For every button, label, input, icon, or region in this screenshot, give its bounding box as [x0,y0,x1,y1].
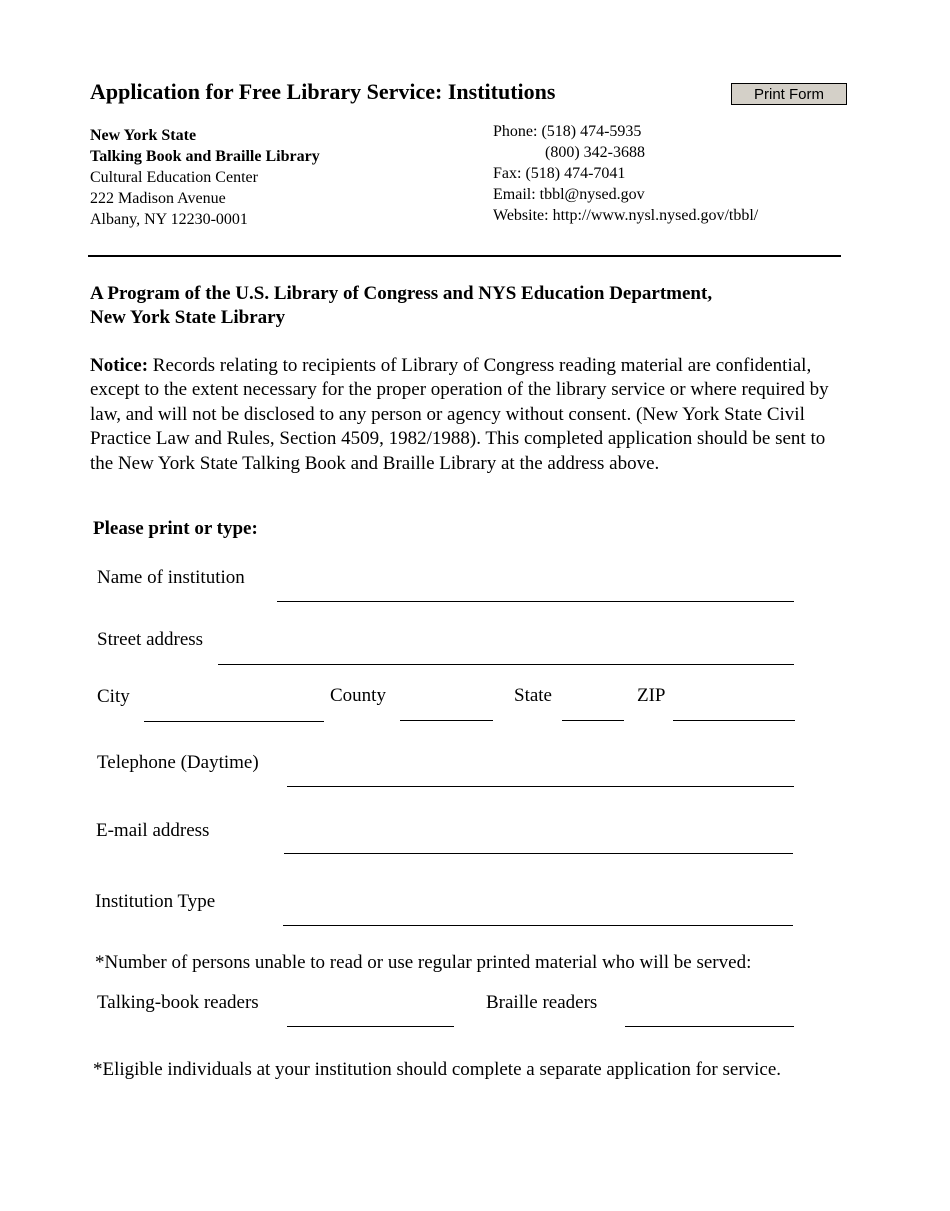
address-line-2: Talking Book and Braille Library [90,148,320,165]
county-field[interactable] [400,720,493,721]
zip-label: ZIP [637,685,666,706]
email-label: E-mail address [96,820,210,841]
contact-website: Website: http://www.nysl.nysed.gov/tbbl/ [493,207,759,224]
talking-book-field[interactable] [287,1026,454,1027]
eligible-individuals-note: *Eligible individuals at your institution should complete a separate application for service. [93,1059,782,1080]
notice-text: Records relating to recipients of Library of Congress reading material are confidential, except to the extent necessary for the proper operation of the library service or where required by law, and will not be disclosed to any person or agency without consent. (New York State Civil Practice Law and Rules, Section 4509, 1982/1988). This completed application should be sent to the New York State Talking Book and Braille Library at the address above. [90,355,829,474]
contact-phone-2: (800) 342-3688 [545,144,645,161]
header-divider [88,255,841,257]
print-instruction: Please print or type: [93,518,258,539]
braille-field[interactable] [625,1026,794,1027]
telephone-label: Telephone (Daytime) [97,752,259,773]
talking-book-label: Talking-book readers [97,992,259,1013]
address-line-5: Albany, NY 12230-0001 [90,211,248,228]
county-label: County [330,685,386,706]
institution-name-label: Name of institution [97,567,245,588]
contact-phone: Phone: (518) 474-5935 [493,123,642,140]
street-address-field[interactable] [218,664,794,665]
address-line-3: Cultural Education Center [90,169,258,186]
state-label: State [514,685,552,706]
contact-email: Email: tbbl@nysed.gov [493,186,645,203]
institution-type-field[interactable] [283,925,793,926]
contact-info [493,121,758,226]
institution-type-label: Institution Type [95,891,216,912]
address-line-1: New York State [90,127,197,144]
page-title: Application for Free Library Service: Institutions [90,79,556,104]
state-field[interactable] [562,720,624,721]
notice-label: Notice: [90,355,149,376]
program-line-1: A Program of the U.S. Library of Congress and NYS Education Department, [90,283,713,304]
zip-field[interactable] [673,720,795,721]
braille-label: Braille readers [486,992,598,1013]
street-address-label: Street address [97,629,204,650]
email-field[interactable] [284,853,793,854]
city-field[interactable] [144,721,324,722]
address-line-4: 222 Madison Avenue [90,190,226,207]
telephone-field[interactable] [287,786,794,787]
institution-name-field[interactable] [277,601,794,602]
contact-fax: Fax: (518) 474-7041 [493,165,626,182]
city-label: City [97,686,130,707]
print-form-button[interactable]: Print Form [731,83,847,105]
persons-served-note: *Number of persons unable to read or use regular printed material who will be served: [95,952,752,973]
notice-paragraph [90,354,850,476]
program-heading [90,282,712,330]
library-address [90,125,320,230]
program-line-2: New York State Library [90,307,286,328]
